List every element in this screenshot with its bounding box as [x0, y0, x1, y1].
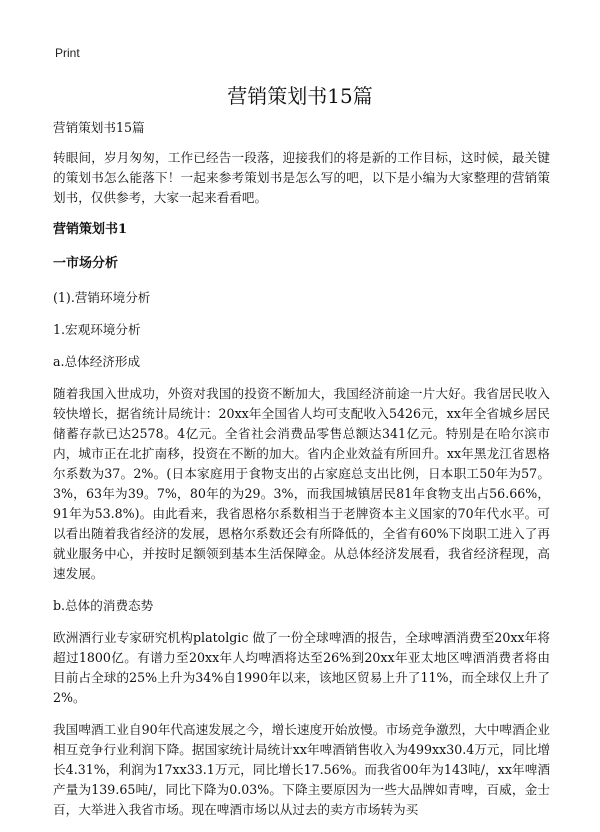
- subheading-consumption: b.总体的消费态势: [53, 598, 154, 613]
- paragraph-economy: 随着我国入世成功，外资对我国的投资不断加大，我国经济前途一片大好。我省居民收入较快增长，据省统计局统计：20xx年全国省人均可支配收入5426元，xx年全省城乡居民储蓄存款已达2578。4亿元。全省社会消费品零售总额达341亿元。特别是在哈尔滨市内，城市正在北扩南移，投资在不断的加大。省内企业效益有所回升。xx年黑龙江省恩格尔系数为37。2%。(日本家庭用于食物支出的占家庭总支出比例，日本职工50年为57。3%，63年为39。7%，80年的为29。3%，而我国城镇居民81年食物支出占56.66%，91年为53.8%)。由此看来，我省恩格尔系数相当于老牌资本主义国家的70年代水平。可以看出随着我省经济的发展，恩格尔系数还会有所降低的，全省有60%下岗职工进入了再就业服务中心，并按时足额领到基本生活保障金。从总体经济发展看，我省经济程现，高速发展。: [53, 386, 550, 581]
- paragraph-china-beer: 我国啤酒工业自90年代高速发展之今，增长速度开始放慢。市场竞争激烈，大中啤酒企业相互竞争行业利润下降。据国家统计局统计xx年啤酒销售收入为499xx30.4万元，同比增长4.31%，利润为17xx33.1万元，同比增长17.56%。而我省00年为143吨/，xx年啤酒产量为139.65吨/，同比下降为0.03%。下降主要原因为一些大品牌如青啤，百威，金士百，大举进入我省市场。现在啤酒市场以从过去的卖方市场转为买: [53, 722, 550, 817]
- print-label: Print: [55, 46, 80, 60]
- paragraph-global-beer: 欧洲酒行业专家研究机构platolgic 做了一份全球啤酒的报告，全球啤酒消费至20xx年将超过1800亿。有谱力至20xx年人均啤酒将达至26%到20xx年亚太地区啤酒消费者将由目前占全球的25%上升为34%自1990年以来，该地区贸易上升了11%，而全球仅上升了2%。: [53, 630, 550, 705]
- document-title: 营销策划书15篇: [227, 84, 373, 108]
- intro-paragraph: 转眼间，岁月匆匆，工作已经告一段落，迎接我们的将是新的工作目标，这时候，最关键的策划书怎么能落下！一起来参考策划书是怎么写的吧，以下是小编为大家整理的营销策划书，仅供参考，大家一起来看看吧。: [53, 150, 550, 205]
- subheading-marketing-env: (1).营销环境分析: [53, 290, 151, 305]
- subheading-macro-env: 1.宏观环境分析: [53, 322, 141, 337]
- document-subtitle: 营销策划书15篇: [53, 120, 145, 135]
- document-body: [53, 118, 550, 832]
- section-heading: 营销策划书1: [53, 222, 128, 237]
- part-heading: 一市场分析: [53, 256, 119, 271]
- subheading-economy: a.总体经济形成: [53, 354, 141, 369]
